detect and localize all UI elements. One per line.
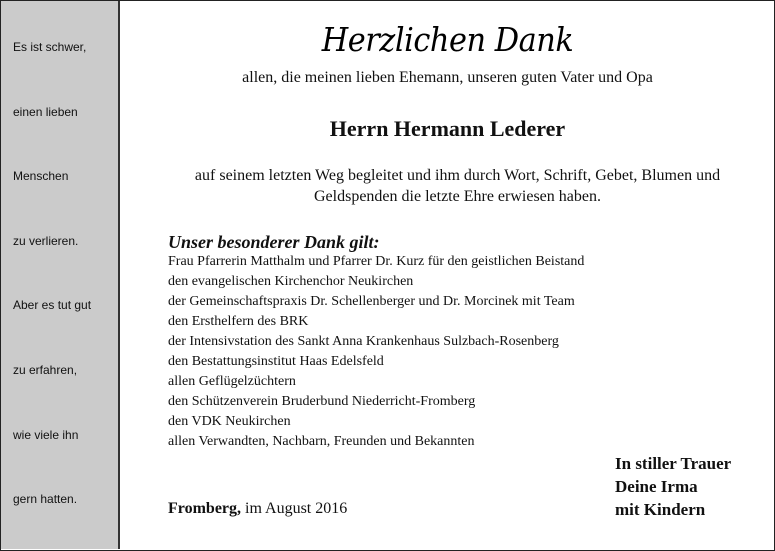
notice-body: [120, 0, 775, 551]
sidebar-line: Menschen: [13, 169, 69, 183]
list-item: den Bestattungsinstitut Haas Edelsfeld: [168, 354, 384, 369]
deceased-name: Herrn Hermann Lederer: [329, 116, 566, 141]
list-item: der Gemeinschaftspraxis Dr. Schellenberger und Dr. Morcinek mit Team: [168, 294, 575, 309]
list-item: allen Geflügelzüchtern: [168, 374, 296, 389]
list-item: Frau Pfarrerin Matthalm und Pfarrer Dr. Kurz für den geistlichen Beistand: [168, 254, 585, 269]
signature-block: [615, 452, 731, 521]
place: Fromberg,: [168, 500, 242, 517]
sidebar-line: zu erfahren,: [13, 363, 78, 377]
sidebar-quote: [1, 1, 120, 549]
sidebar-line: Aber es tut gut: [13, 298, 92, 312]
list-item: allen Verwandten, Nachbarn, Freunden und Bekannten: [168, 434, 475, 449]
paragraph-line: auf seinem letzten Weg begleitet und ihm durch Wort, Schrift, Gebet, Blumen und: [194, 167, 721, 184]
date: im August 2016: [245, 500, 348, 517]
special-thanks-title: Unser besonderer Dank gilt:: [168, 232, 380, 252]
thanks-paragraph: [160, 165, 755, 207]
signature-line: mit Kindern: [615, 500, 706, 519]
list-item: der Intensivstation des Sankt Anna Krankenhaus Sulzbach-Rosenberg: [168, 334, 559, 349]
intro-text: allen, die meinen lieben Ehemann, unseren guten Vater und Opa: [242, 69, 653, 86]
list-item: den Schützenverein Bruderbund Niederricht-Fromberg: [168, 394, 476, 409]
sidebar-line: wie viele ihn: [13, 428, 79, 442]
sidebar-line: einen lieben: [13, 105, 78, 119]
place-date: [168, 500, 347, 518]
sidebar-line: gern hatten.: [13, 492, 78, 506]
notice-heading: Herzlichen Dank: [321, 20, 574, 59]
paragraph-line: Geldspenden die letzte Ehre erwiesen haben.: [314, 188, 601, 205]
list-item: den Ersthelfern des BRK: [168, 314, 309, 329]
sidebar-line: zu verlieren.: [13, 234, 79, 248]
signature-line: In stiller Trauer: [615, 454, 732, 473]
list-item: den VDK Neukirchen: [168, 414, 291, 429]
sidebar-line: Es ist schwer,: [13, 40, 87, 54]
list-item: den evangelischen Kirchenchor Neukirchen: [168, 274, 414, 289]
special-thanks-list: [168, 252, 584, 452]
signature-line: Deine Irma: [615, 477, 698, 496]
